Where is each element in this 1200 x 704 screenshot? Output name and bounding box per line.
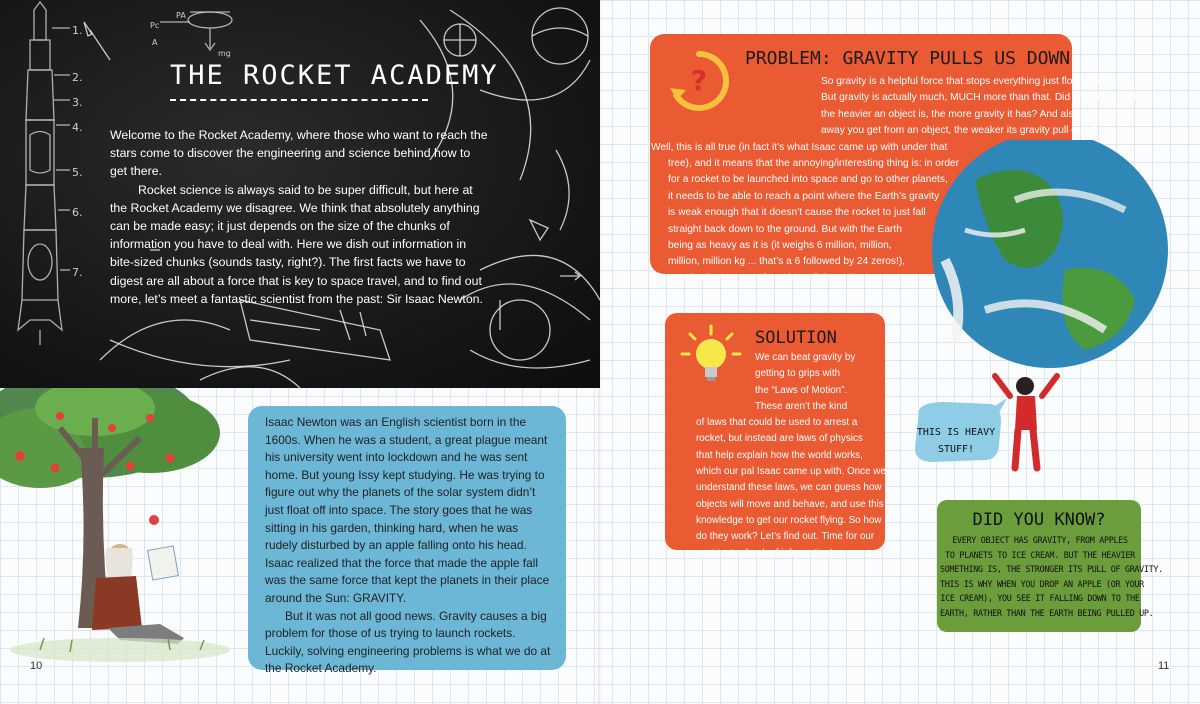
intro-paragraph-1: Welcome to the Rocket Academy, where those who want to reach the stars come to discover the engineering and science behind how to get there. xyxy=(110,128,488,179)
text-line: the “Laws of Motion”. xyxy=(755,384,848,396)
page-title: THE ROCKET ACADEMY xyxy=(170,60,499,91)
newton-paragraph-2: But it was not all good news. Gravity causes a big problem for those of us trying to launch rockets. Luckily, solving engineering problems is what we do at the Rocket Academy. xyxy=(265,608,551,676)
solution-title: SOLUTION xyxy=(755,328,837,348)
did-you-know-line: ICE CREAM), YOU SEE IT FALLING DOWN TO THE xyxy=(940,593,1140,604)
text-line: it needs to be able to reach a point where the Earth’s gravity xyxy=(668,190,940,202)
did-you-know-line: SOMETHING IS, THE STRONGER ITS PULL OF GRAVITY. xyxy=(940,564,1163,575)
chalk-rocket-drawing xyxy=(18,2,70,345)
diagram-number-label: 5. xyxy=(72,166,83,179)
blackboard-panel xyxy=(0,0,600,388)
problem-title: PROBLEM: GRAVITY PULLS US DOWN xyxy=(745,48,1071,69)
text-line: objects will move and behave, and use this xyxy=(696,498,884,510)
did-you-know-line: EVERY OBJECT HAS GRAVITY, FROM APPLES xyxy=(952,535,1128,545)
diagram-number-label: 3. xyxy=(72,96,83,109)
text-line: Well, this is all true (in fact it’s what Isaac came up with under that xyxy=(651,141,948,153)
text-line: which our pal Isaac came up with. Once we xyxy=(696,466,886,478)
text-line: next tasty chunk of information! xyxy=(696,547,833,559)
right-page-number: 11 xyxy=(1158,660,1170,672)
text-line: away you get from an object, the weaker its gravity pull gets? xyxy=(821,125,1097,137)
did-you-know-title: DID YOU KNOW? xyxy=(972,510,1106,530)
intro-text xyxy=(110,126,490,308)
speech-bubble-text xyxy=(916,424,996,458)
title-underline xyxy=(170,99,428,101)
diagram-number-label: 6. xyxy=(72,206,83,219)
newton-story-box xyxy=(248,406,566,676)
diagram-force-label: A xyxy=(152,38,158,47)
text-line: So gravity is a helpful force that stops everything just floating off. xyxy=(821,76,1112,87)
did-you-know-line: EARTH, RATHER THAN THE EARTH BEING PULLED UP. xyxy=(940,607,1154,618)
did-you-know-text xyxy=(940,533,1163,621)
diagram-force-label: Pc xyxy=(150,21,160,30)
left-page-number: 10 xyxy=(30,660,43,672)
diagram-number-label: 7. xyxy=(72,266,83,279)
text-line: a rocket has A LOT of gravity to fight against. xyxy=(668,272,871,284)
diagram-force-label: mg xyxy=(218,49,231,58)
chalk-force-diagram xyxy=(160,12,232,50)
did-you-know-line: TO PLANETS TO ICE CREAM. BUT THE HEAVIER xyxy=(945,549,1135,560)
diagram-number-label: 2. xyxy=(72,71,83,84)
text-line: getting to grips with xyxy=(755,368,841,380)
text-line: knowledge to get our rocket flying. So how xyxy=(696,514,882,526)
text-line: tree), and it means that the annoying/interesting thing is: in order xyxy=(668,158,960,170)
speech-bubble-line-2: STUFF! xyxy=(937,444,975,455)
text-line: But gravity is actually much, MUCH more than that. Did you know that xyxy=(821,92,1136,104)
text-line: do they work? Let’s find out. Time for our xyxy=(696,531,875,543)
text-line: rocket, but instead are laws of physics xyxy=(696,433,863,445)
text-line: understand these laws, we can guess how xyxy=(696,482,882,494)
text-line: We can beat gravity by xyxy=(755,352,856,363)
svg-text:?: ? xyxy=(690,64,708,97)
text-line: the heavier an object is, the more gravity it has? And also, the further xyxy=(821,108,1132,120)
diagram-force-label: PA xyxy=(176,11,186,20)
diagram-number-label: 4. xyxy=(72,121,83,134)
speech-bubble-line-1: THIS IS HEAVY xyxy=(916,427,996,438)
did-you-know-line: THIS IS WHY WHEN YOU DROP AN APPLE (OR YOUR xyxy=(940,578,1144,589)
solution-text xyxy=(666,350,886,562)
text-line: for a rocket to be launched into space and go to other planets, xyxy=(668,174,948,186)
diagram-number-label: 1. xyxy=(72,24,83,37)
text-line: being as heavy as it is (it weighs 6 million, million, xyxy=(668,240,892,252)
text-line: These aren’t the kind xyxy=(755,400,848,412)
text-line: million, million kg ... that’s a 6 followed by 24 zeros!), xyxy=(668,256,906,268)
text-line: that help explain how the world works, xyxy=(696,449,863,461)
apple-icon xyxy=(15,451,25,461)
text-line: of laws that could be used to arrest a xyxy=(696,417,858,429)
text-line: straight back down to the ground. But with the Earth xyxy=(668,223,902,235)
newton-paragraph-1: Isaac Newton was an English scientist born in the 1600s. When he was a student, a great plague meant his university went into lockdown and he was sent home. But young Issy kept studying. He was trying to figure out why the planets of the solar system didn’t just float off into space. The story goes that he was sitting in his garden, thinking hard, when he was rudely disturbed by an apple falling onto his head. Isaac realized that the force that made the apple fall was the same force that kept the planets in their place around the Sun: GRAVITY. xyxy=(265,415,550,605)
text-line: is weak enough that it doesn’t cause the rocket to just fall xyxy=(668,207,926,219)
intro-paragraph-2: Rocket science is always said to be super difficult, but here at the Rocket Academy we disagree. We think that absolutely anything can be made easy; it just depends on the size of the chunks of information you have to deal with. Here we dish out information in bite-sized chunks (sounds tasty, right?). The first facts we have to digest are all about a force that is key to space travel, and to find out more, let’s meet a fantastic scientist from the past: Sir Isaac Newton. xyxy=(110,182,483,306)
newton-under-tree-illustration xyxy=(0,388,240,678)
